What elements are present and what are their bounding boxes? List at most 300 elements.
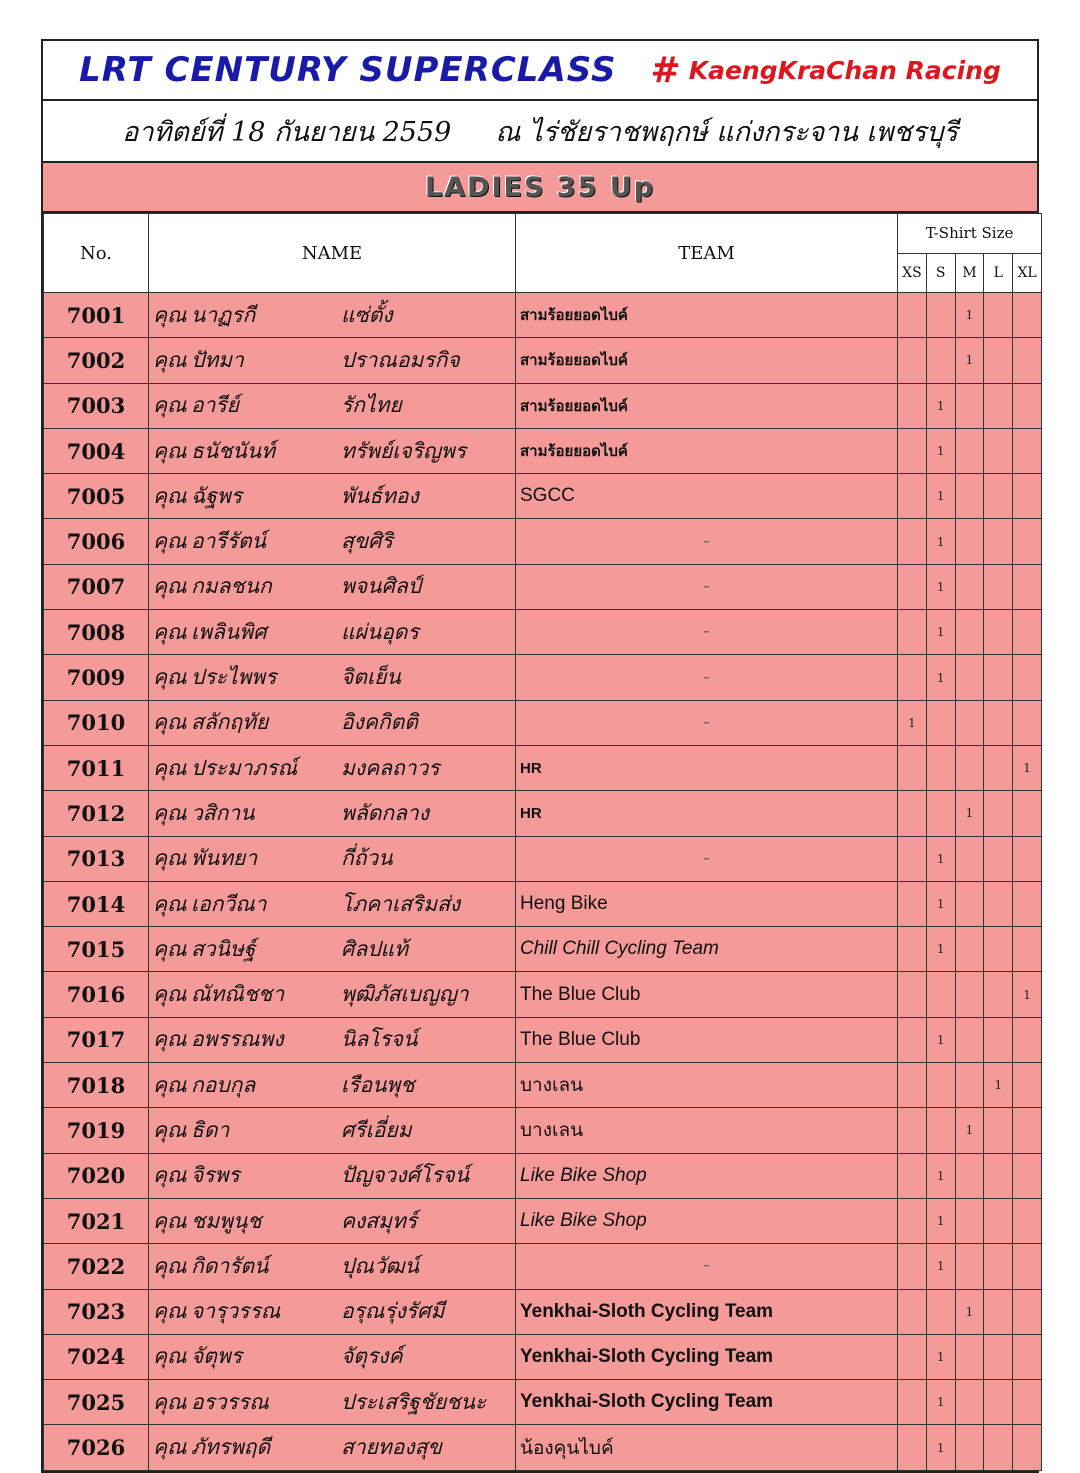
event-date-venue-row <box>43 101 1037 163</box>
participant-name <box>149 1289 516 1334</box>
first-name: ประไพพร <box>191 665 277 690</box>
first-name: อรวรรณ <box>191 1389 269 1414</box>
participant-team: - <box>516 610 898 655</box>
size-l-cell <box>984 519 1013 564</box>
size-xs-cell <box>898 881 927 926</box>
table-row <box>44 881 1042 926</box>
last-name: สายทองสุข <box>341 1435 442 1460</box>
participant-team: - <box>516 519 898 564</box>
participant-number: 7011 <box>44 745 149 790</box>
table-row <box>44 383 1042 428</box>
size-xl-cell <box>1013 881 1042 926</box>
size-xs-cell <box>898 428 927 473</box>
size-header-l: L <box>984 253 1013 293</box>
size-l-cell <box>984 293 1013 338</box>
name-title: คุณ <box>153 574 187 599</box>
size-xl-cell <box>1013 791 1042 836</box>
size-xs-cell <box>898 972 927 1017</box>
first-name: ภัทรพฤดี <box>191 1435 271 1460</box>
participant-number: 7021 <box>44 1198 149 1243</box>
size-m-cell <box>955 1153 984 1198</box>
size-l-cell <box>984 972 1013 1017</box>
name-title: คุณ <box>153 1389 187 1414</box>
participant-number: 7012 <box>44 791 149 836</box>
size-m-cell: 1 <box>955 791 984 836</box>
table-row <box>44 1380 1042 1425</box>
size-xl-cell <box>1013 293 1042 338</box>
size-s-cell <box>926 700 955 745</box>
size-xl-cell <box>1013 927 1042 972</box>
size-xl-cell <box>1013 383 1042 428</box>
name-title: คุณ <box>153 800 187 825</box>
size-xs-cell <box>898 1425 927 1470</box>
size-xl-cell <box>1013 1108 1042 1153</box>
category-label: LADIES 35 Up <box>424 171 656 203</box>
table-row <box>44 927 1042 972</box>
first-name: เอกวีณา <box>191 891 267 916</box>
size-header-xl: XL <box>1013 253 1042 293</box>
size-xs-cell: 1 <box>898 700 927 745</box>
participant-number: 7022 <box>44 1244 149 1289</box>
name-title: คุณ <box>153 891 187 916</box>
size-header-m: M <box>955 253 984 293</box>
last-name: เรือนพุช <box>341 1072 415 1097</box>
participant-team: The Blue Club <box>516 972 898 1017</box>
name-title: คุณ <box>153 982 187 1007</box>
name-title: คุณ <box>153 1253 187 1278</box>
size-m-cell <box>955 519 984 564</box>
first-name: นาฏรกี <box>191 302 256 327</box>
size-header-s: S <box>926 253 955 293</box>
table-row <box>44 745 1042 790</box>
size-xl-cell <box>1013 700 1042 745</box>
participant-name <box>149 972 516 1017</box>
participant-name <box>149 700 516 745</box>
size-l-cell <box>984 428 1013 473</box>
size-l-cell <box>984 881 1013 926</box>
name-title: คุณ <box>153 393 187 418</box>
size-m-cell <box>955 564 984 609</box>
participant-number: 7016 <box>44 972 149 1017</box>
participant-number: 7017 <box>44 1017 149 1062</box>
table-row <box>44 1289 1042 1334</box>
participant-name <box>149 293 516 338</box>
first-name: เพลินพิศ <box>191 619 267 644</box>
name-title: คุณ <box>153 1072 187 1097</box>
size-l-cell: 1 <box>984 1063 1013 1108</box>
size-l-cell <box>984 1108 1013 1153</box>
last-name: พลัดกลาง <box>341 800 429 825</box>
size-m-cell <box>955 1425 984 1470</box>
participant-name <box>149 1244 516 1289</box>
size-s-cell <box>926 791 955 836</box>
table-row <box>44 1153 1042 1198</box>
size-s-cell <box>926 1289 955 1334</box>
last-name: รักไทย <box>341 393 402 418</box>
size-s-cell <box>926 338 955 383</box>
participant-team: - <box>516 1244 898 1289</box>
name-title: คุณ <box>153 619 187 644</box>
size-s-cell: 1 <box>926 1153 955 1198</box>
last-name: ทรัพย์เจริญพร <box>341 438 467 463</box>
participant-number: 7018 <box>44 1063 149 1108</box>
participant-team: บางเลน <box>516 1108 898 1153</box>
first-name: กมลชนก <box>191 574 272 599</box>
participant-number: 7010 <box>44 700 149 745</box>
size-m-cell <box>955 745 984 790</box>
size-m-cell <box>955 383 984 428</box>
participant-name <box>149 474 516 519</box>
size-l-cell <box>984 655 1013 700</box>
table-row <box>44 655 1042 700</box>
table-body <box>44 293 1042 1471</box>
size-s-cell: 1 <box>926 610 955 655</box>
size-xs-cell <box>898 745 927 790</box>
size-xl-cell <box>1013 655 1042 700</box>
participant-number: 7025 <box>44 1380 149 1425</box>
name-title: คุณ <box>153 1117 187 1142</box>
name-title: คุณ <box>153 1027 187 1052</box>
last-name: นิลโรจน์ <box>341 1027 418 1052</box>
last-name: ศิลปแท้ <box>341 936 408 961</box>
participant-team: สามร้อยยอดไบค์ <box>516 338 898 383</box>
size-m-cell <box>955 1017 984 1062</box>
participant-team: Yenkhai-Sloth Cycling Team <box>516 1289 898 1334</box>
column-header-no: No. <box>44 214 149 293</box>
size-xs-cell <box>898 927 927 972</box>
participant-name <box>149 428 516 473</box>
participant-team: SGCC <box>516 474 898 519</box>
size-xl-cell <box>1013 836 1042 881</box>
participant-team: HR <box>516 745 898 790</box>
participant-team: The Blue Club <box>516 1017 898 1062</box>
size-xl-cell <box>1013 610 1042 655</box>
size-s-cell: 1 <box>926 1334 955 1379</box>
size-xl-cell <box>1013 338 1042 383</box>
first-name: อพรรณพง <box>191 1027 284 1052</box>
table-row <box>44 338 1042 383</box>
participant-name <box>149 1334 516 1379</box>
name-title: คุณ <box>153 755 187 780</box>
size-xs-cell <box>898 1198 927 1243</box>
size-m-cell <box>955 474 984 519</box>
last-name: ปัญจวงศ์โรจน์ <box>341 1163 470 1188</box>
participant-name <box>149 791 516 836</box>
participant-number: 7003 <box>44 383 149 428</box>
column-header-team: TEAM <box>516 214 898 293</box>
size-xl-cell <box>1013 474 1042 519</box>
first-name: อารีรัตน์ <box>191 529 266 554</box>
size-m-cell <box>955 1063 984 1108</box>
table-row <box>44 1198 1042 1243</box>
size-xl-cell <box>1013 564 1042 609</box>
size-xl-cell <box>1013 428 1042 473</box>
size-l-cell <box>984 836 1013 881</box>
table-row <box>44 700 1042 745</box>
last-name: จิตเย็น <box>341 665 401 690</box>
name-title: คุณ <box>153 1435 187 1460</box>
size-s-cell: 1 <box>926 428 955 473</box>
size-s-cell: 1 <box>926 836 955 881</box>
size-m-cell <box>955 1380 984 1425</box>
last-name: ปราณอมรกิจ <box>341 347 460 372</box>
first-name: ธิดา <box>191 1117 230 1142</box>
event-date: อาทิตย์ที่ 18 กันยายน 2559 <box>122 116 452 148</box>
table-row <box>44 610 1042 655</box>
last-name: ประเสริฐชัยชนะ <box>341 1389 487 1414</box>
participant-team: HR <box>516 791 898 836</box>
participant-name <box>149 564 516 609</box>
size-l-cell <box>984 927 1013 972</box>
first-name: วสิกาน <box>191 800 255 825</box>
size-s-cell: 1 <box>926 881 955 926</box>
name-title: คุณ <box>153 1299 187 1324</box>
size-m-cell: 1 <box>955 1289 984 1334</box>
size-l-cell <box>984 745 1013 790</box>
size-s-cell <box>926 745 955 790</box>
participant-name <box>149 927 516 972</box>
name-title: คุณ <box>153 1163 187 1188</box>
size-l-cell <box>984 564 1013 609</box>
table-row <box>44 1334 1042 1379</box>
size-xs-cell <box>898 655 927 700</box>
participant-name <box>149 881 516 926</box>
table-row <box>44 1017 1042 1062</box>
last-name: พันธ์ทอง <box>341 483 419 508</box>
table-header <box>44 214 1042 293</box>
size-m-cell <box>955 1198 984 1243</box>
participant-number: 7005 <box>44 474 149 519</box>
size-m-cell: 1 <box>955 1108 984 1153</box>
size-l-cell <box>984 700 1013 745</box>
table-row <box>44 293 1042 338</box>
last-name: ศรีเอี่ยม <box>341 1117 412 1142</box>
last-name: คงสมุทร์ <box>341 1208 418 1233</box>
size-s-cell <box>926 1108 955 1153</box>
size-xl-cell <box>1013 1017 1042 1062</box>
first-name: จิรพร <box>191 1163 240 1188</box>
size-xs-cell <box>898 1063 927 1108</box>
last-name: แผ่นอุดร <box>341 619 419 644</box>
participants-table <box>43 213 1042 1471</box>
last-name: กี่ถ้วน <box>341 846 393 871</box>
participant-team: Yenkhai-Sloth Cycling Team <box>516 1380 898 1425</box>
last-name: แซ่ตั้ง <box>341 302 393 327</box>
name-title: คุณ <box>153 438 187 463</box>
event-title: LRT CENTURY SUPERCLASS <box>79 50 617 90</box>
size-s-cell: 1 <box>926 474 955 519</box>
size-s-cell: 1 <box>926 1198 955 1243</box>
size-s-cell: 1 <box>926 1244 955 1289</box>
table-row <box>44 474 1042 519</box>
participant-number: 7024 <box>44 1334 149 1379</box>
participant-number: 7007 <box>44 564 149 609</box>
participant-team: - <box>516 655 898 700</box>
participant-name <box>149 383 516 428</box>
size-l-cell <box>984 383 1013 428</box>
size-m-cell <box>955 428 984 473</box>
participant-name <box>149 1198 516 1243</box>
first-name: อารีย์ <box>191 393 239 418</box>
table-row <box>44 1063 1042 1108</box>
participant-team: สามร้อยยอดไบค์ <box>516 428 898 473</box>
hashtag-symbol: # <box>650 49 681 91</box>
size-xs-cell <box>898 293 927 338</box>
participant-name <box>149 338 516 383</box>
participant-team: สามร้อยยอดไบค์ <box>516 383 898 428</box>
last-name: พุฒิภัสเบญญา <box>341 982 469 1007</box>
participant-name <box>149 655 516 700</box>
table-row <box>44 1244 1042 1289</box>
size-xl-cell <box>1013 1153 1042 1198</box>
size-l-cell <box>984 474 1013 519</box>
first-name: กอบกุล <box>191 1072 256 1097</box>
participant-number: 7006 <box>44 519 149 564</box>
first-name: ฉัฐพร <box>191 483 243 508</box>
name-title: คุณ <box>153 665 187 690</box>
participant-number: 7002 <box>44 338 149 383</box>
size-s-cell: 1 <box>926 1380 955 1425</box>
last-name: มงคลถาวร <box>341 755 440 780</box>
name-title: คุณ <box>153 483 187 508</box>
size-xs-cell <box>898 1017 927 1062</box>
size-m-cell <box>955 610 984 655</box>
first-name: กิดารัตน์ <box>191 1253 269 1278</box>
participant-name <box>149 1108 516 1153</box>
size-xs-cell <box>898 564 927 609</box>
participant-team: บางเลน <box>516 1063 898 1108</box>
last-name: สุขศิริ <box>341 529 393 554</box>
participant-team: - <box>516 564 898 609</box>
size-m-cell <box>955 655 984 700</box>
size-xl-cell <box>1013 1063 1042 1108</box>
size-s-cell: 1 <box>926 927 955 972</box>
first-name: จารุวรรณ <box>191 1299 281 1324</box>
participant-name <box>149 519 516 564</box>
organizer-name: KaengKraChan Racing <box>688 55 1001 85</box>
size-xl-cell <box>1013 519 1042 564</box>
size-l-cell <box>984 1334 1013 1379</box>
size-m-cell <box>955 1244 984 1289</box>
size-l-cell <box>984 338 1013 383</box>
participant-team: Heng Bike <box>516 881 898 926</box>
size-s-cell <box>926 293 955 338</box>
participant-name <box>149 1380 516 1425</box>
first-name: ธนัชนันท์ <box>191 438 275 463</box>
size-m-cell <box>955 927 984 972</box>
last-name: พจนศิลป์ <box>341 574 422 599</box>
size-m-cell <box>955 836 984 881</box>
event-title-row <box>43 41 1037 101</box>
participant-name <box>149 1425 516 1470</box>
last-name: โภคาเสริมส่ง <box>341 891 461 916</box>
size-l-cell <box>984 610 1013 655</box>
size-s-cell: 1 <box>926 564 955 609</box>
size-l-cell <box>984 1425 1013 1470</box>
size-s-cell: 1 <box>926 655 955 700</box>
first-name: ประมาภรณ์ <box>191 755 298 780</box>
size-l-cell <box>984 1017 1013 1062</box>
participant-number: 7015 <box>44 927 149 972</box>
first-name: จัตุพร <box>191 1344 243 1369</box>
size-xs-cell <box>898 1244 927 1289</box>
participant-team: Like Bike Shop <box>516 1153 898 1198</box>
size-xl-cell <box>1013 1334 1042 1379</box>
name-title: คุณ <box>153 1344 187 1369</box>
size-header-xs: XS <box>898 253 927 293</box>
size-s-cell: 1 <box>926 1425 955 1470</box>
size-s-cell: 1 <box>926 383 955 428</box>
participant-number: 7020 <box>44 1153 149 1198</box>
participant-name <box>149 610 516 655</box>
participant-team: Like Bike Shop <box>516 1198 898 1243</box>
name-title: คุณ <box>153 529 187 554</box>
participant-name <box>149 1063 516 1108</box>
size-m-cell <box>955 700 984 745</box>
column-header-name: NAME <box>149 214 516 293</box>
size-s-cell <box>926 972 955 1017</box>
table-row <box>44 1108 1042 1153</box>
participant-number: 7001 <box>44 293 149 338</box>
first-name: สวนิษฐ์ <box>191 936 256 961</box>
participant-team: สามร้อยยอดไบค์ <box>516 293 898 338</box>
size-l-cell <box>984 791 1013 836</box>
participant-number: 7008 <box>44 610 149 655</box>
size-l-cell <box>984 1244 1013 1289</box>
size-xs-cell <box>898 1380 927 1425</box>
size-xs-cell <box>898 610 927 655</box>
event-venue: ณ ไร่ชัยราชพฤกษ์ แก่งกระจาน เพชรบุรี <box>495 116 958 148</box>
size-m-cell <box>955 972 984 1017</box>
table-row <box>44 519 1042 564</box>
size-m-cell: 1 <box>955 338 984 383</box>
last-name: ปุณวัฒน์ <box>341 1253 419 1278</box>
size-xl-cell <box>1013 1198 1042 1243</box>
size-l-cell <box>984 1153 1013 1198</box>
first-name: ชมพูนุช <box>191 1208 262 1233</box>
size-xs-cell <box>898 338 927 383</box>
participant-number: 7013 <box>44 836 149 881</box>
size-xl-cell <box>1013 1380 1042 1425</box>
last-name: จัตุรงค์ <box>341 1344 403 1369</box>
table-row <box>44 972 1042 1017</box>
participant-number: 7023 <box>44 1289 149 1334</box>
size-xl-cell: 1 <box>1013 745 1042 790</box>
first-name: ณัทณิชชา <box>191 982 285 1007</box>
participant-team: - <box>516 836 898 881</box>
size-xl-cell: 1 <box>1013 972 1042 1017</box>
name-title: คุณ <box>153 846 187 871</box>
size-xs-cell <box>898 1108 927 1153</box>
participant-number: 7019 <box>44 1108 149 1153</box>
participant-number: 7009 <box>44 655 149 700</box>
table-row <box>44 1425 1042 1470</box>
size-xs-cell <box>898 791 927 836</box>
size-xs-cell <box>898 836 927 881</box>
participant-number: 7014 <box>44 881 149 926</box>
name-title: คุณ <box>153 710 187 735</box>
participant-number: 7004 <box>44 428 149 473</box>
size-m-cell <box>955 1334 984 1379</box>
size-s-cell <box>926 1063 955 1108</box>
participant-team: น้องคุนไบค์ <box>516 1425 898 1470</box>
size-xs-cell <box>898 519 927 564</box>
size-xs-cell <box>898 1334 927 1379</box>
name-title: คุณ <box>153 936 187 961</box>
size-xs-cell <box>898 1289 927 1334</box>
participant-name <box>149 836 516 881</box>
size-xl-cell <box>1013 1425 1042 1470</box>
